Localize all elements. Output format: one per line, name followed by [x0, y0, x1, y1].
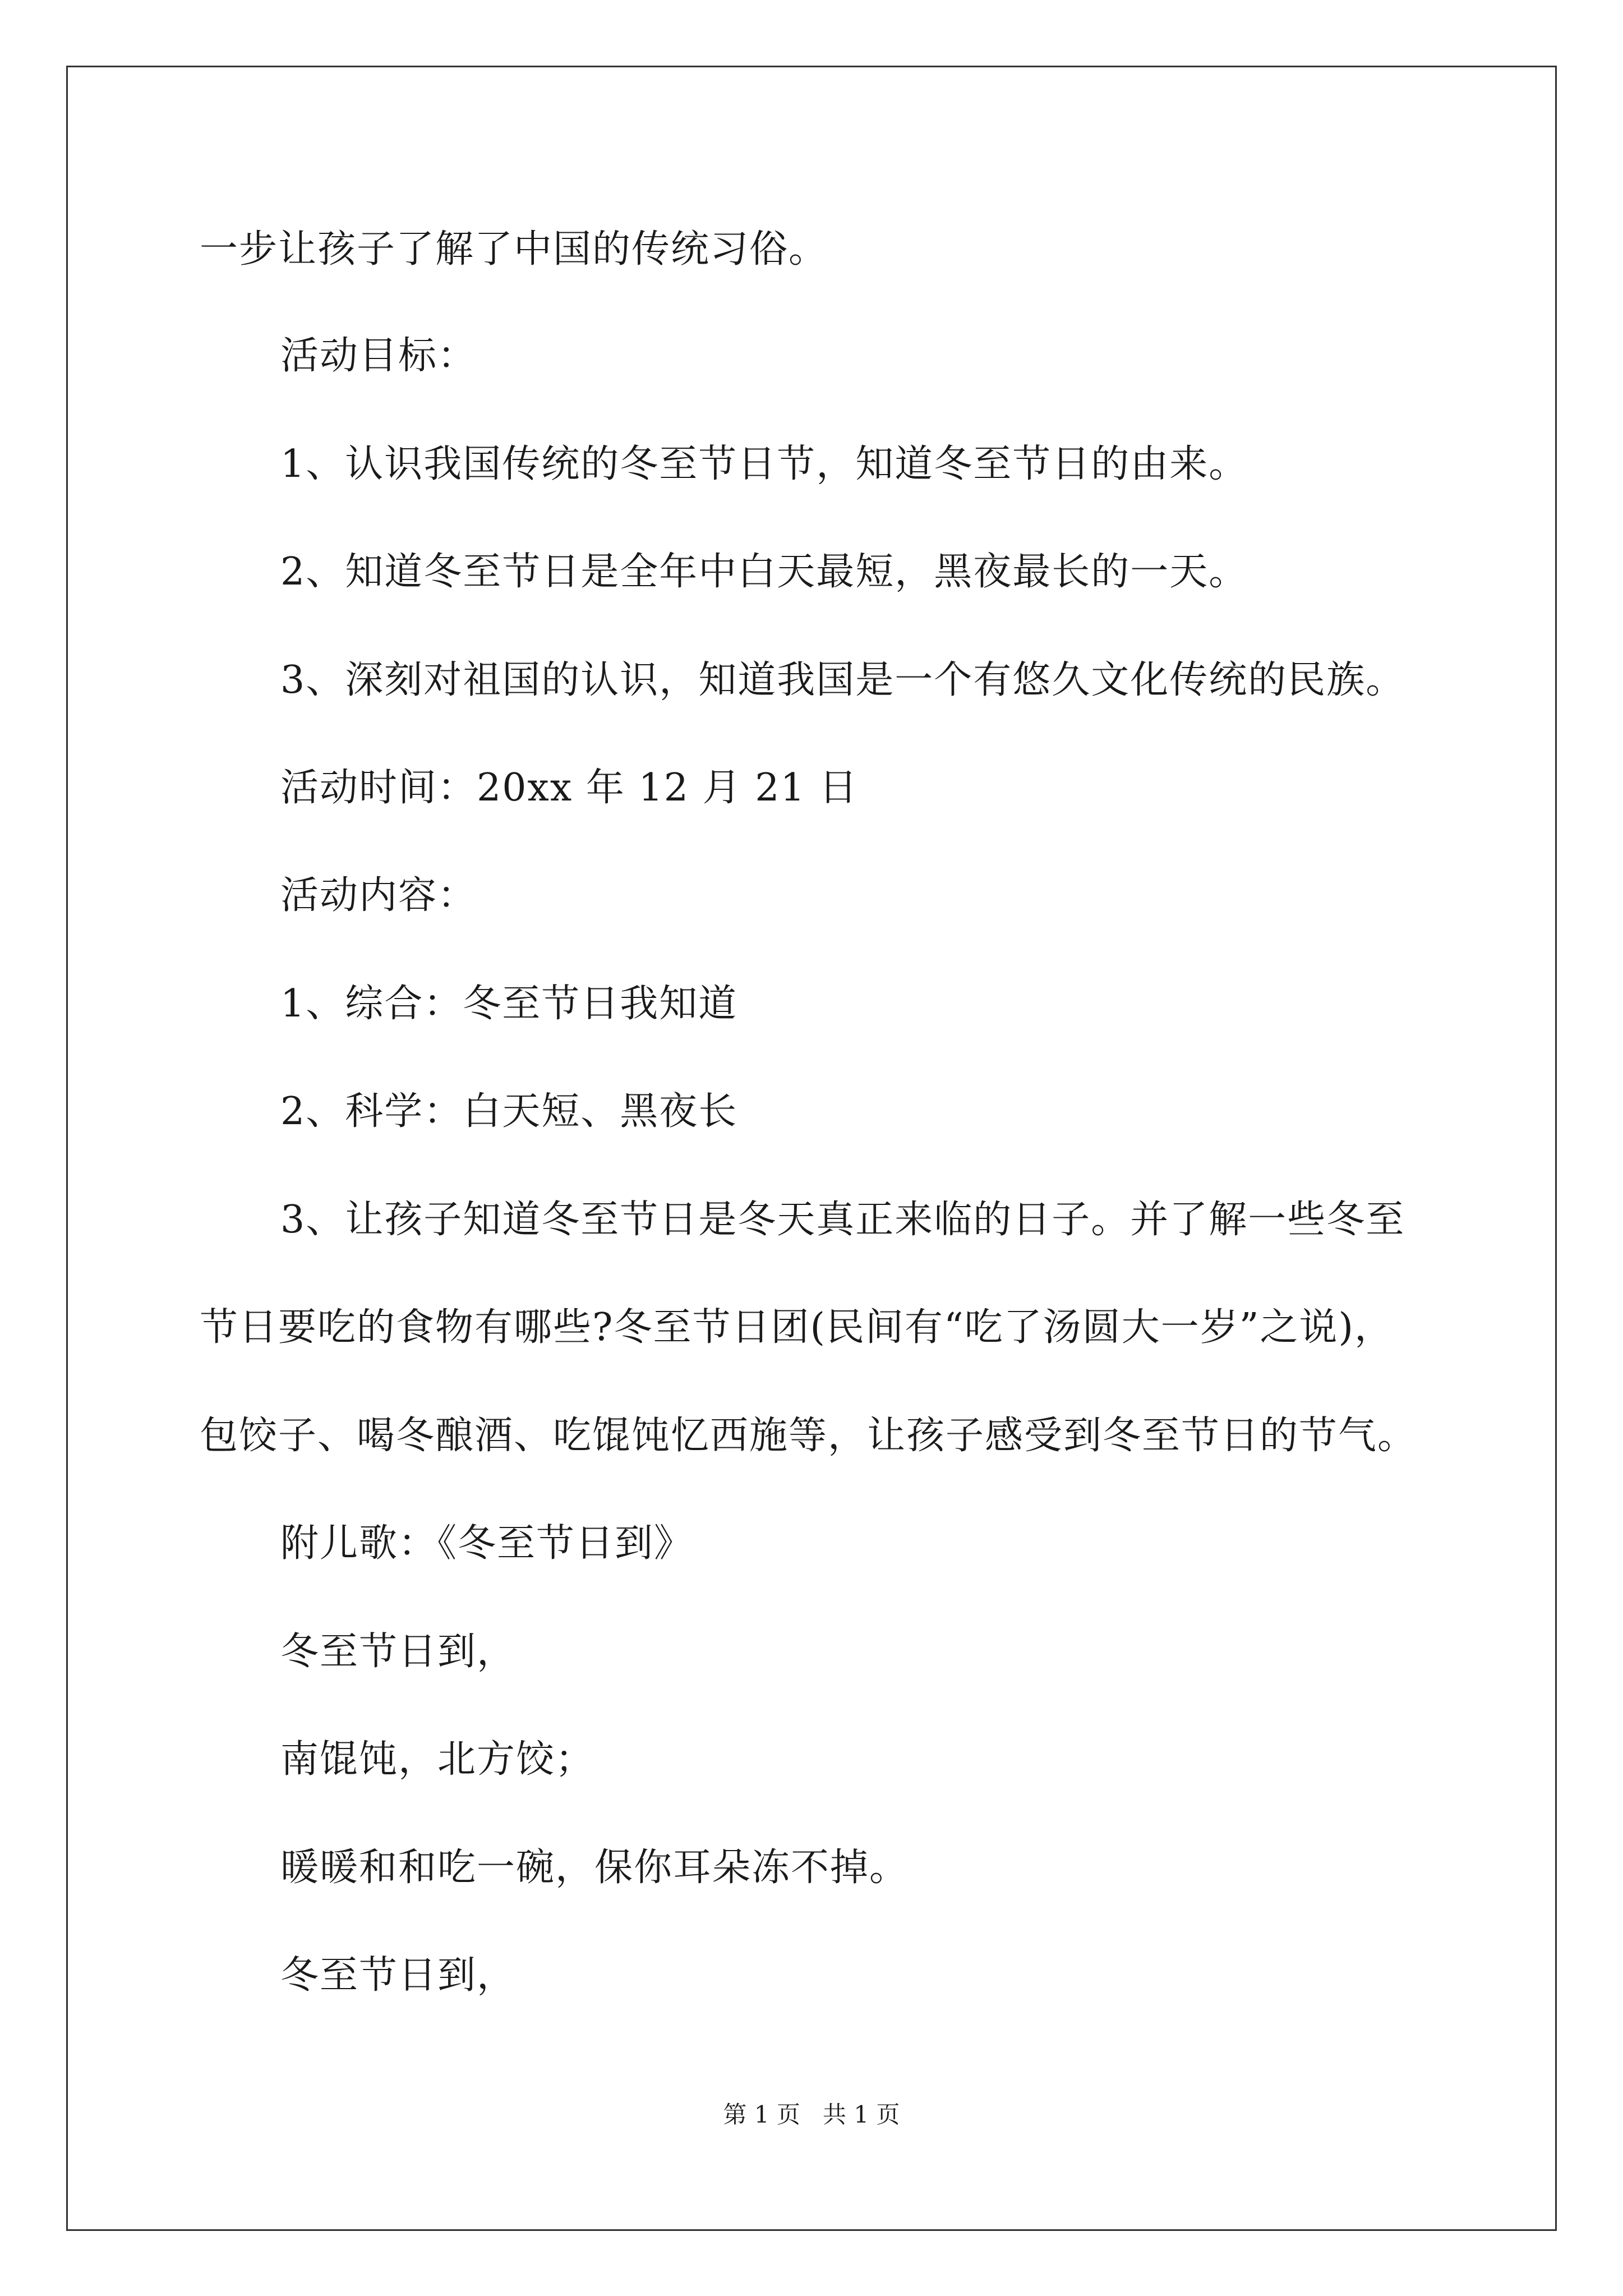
paragraph-line: 包饺子、喝冬酿酒、吃馄饨忆西施等，让孩子感受到冬至节日的节气。 — [200, 1414, 1417, 1458]
paragraph-line: 1、综合：冬至节日我知道 — [280, 982, 738, 1026]
paragraph-line: 2、知道冬至节日是全年中白天最短，黑夜最长的一天。 — [280, 550, 1248, 594]
paragraph-line: 活动时间：20xx 年 12 月 21 日 — [280, 766, 859, 810]
paragraph-line: 2、科学：白天短、黑夜长 — [280, 1089, 738, 1134]
paragraph-line: 附儿歌：《冬至节日到》 — [280, 1521, 694, 1566]
paragraph-line: 冬至节日到， — [280, 1630, 517, 1674]
page-footer: 第 1 页 共 1 页 — [723, 2101, 900, 2128]
paragraph-line: 活动目标： — [280, 334, 477, 378]
paragraph-line: 节日要吃的食物有哪些?冬至节日团(民间有“吃了汤圆大一岁”之说)， — [200, 1305, 1394, 1350]
paragraph-line: 南馄饨，北方饺； — [280, 1737, 595, 1782]
page-border — [66, 66, 1557, 2231]
paragraph-line: 3、深刻对祖国的认识，知道我国是一个有悠久文化传统的民族。 — [280, 658, 1405, 702]
paragraph-line: 一步让孩子了解了中国的传统习俗。 — [200, 227, 828, 272]
paragraph-line: 3、让孩子知道冬至节日是冬天真正来临的日子。并了解一些冬至 — [280, 1198, 1405, 1242]
paragraph-line: 冬至节日到， — [280, 1953, 517, 1998]
paragraph-line: 暖暖和和吃一碗，保你耳朵冻不掉。 — [280, 1846, 909, 1890]
paragraph-line: 活动内容： — [280, 873, 477, 918]
paragraph-line: 1、认识我国传统的冬至节日节，知道冬至节日的由来。 — [280, 442, 1248, 486]
